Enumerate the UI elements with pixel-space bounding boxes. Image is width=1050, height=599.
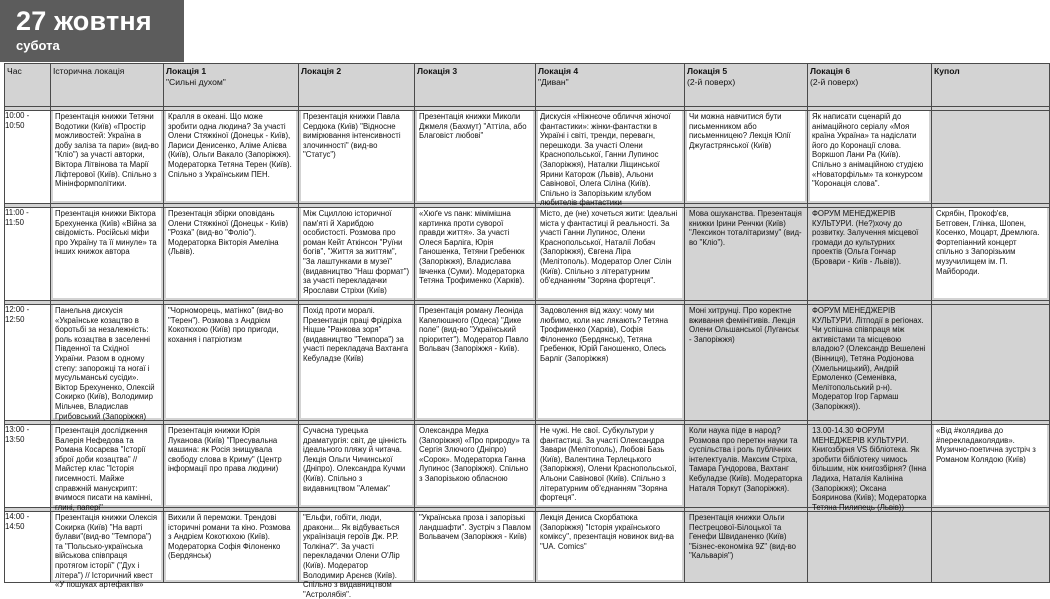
event-cell: Кралля в океані. Що може зробити одна людина? За участі Олени Стяжкіної (Донецьк - Київ), Лариси Денисенко, Аліме Алієва (Київ), Ольги Вакало (Запоріжжя). Модераторка Тетяна Терен (Київ). Спільно з Українським ПЕН.: [164, 111, 299, 204]
event-cell: Презентація роману Леоніда Капелюшного (Одеса) "Дике поле" (вид-во "Український пріоритет"). Модератор Павло Вольвач (Запоріжжя - Київ).: [415, 305, 536, 421]
event-cell: "Ельфи, гобіти, люди, дракони... Як відбувається українізація героїв Дж. Р.Р. Толкіна?". За участі перекладачки Олени О'Лір (Київ). Модератор Володимир Арєнєв (Київ). Спільно з видавництвом "Астролябія".: [299, 512, 415, 583]
schedule-row: [5, 425, 1050, 508]
event-cell: Чи можна навчитися бути письменником або письменницею? Лекція Юлії Джугастрянської (Київ): [685, 111, 808, 204]
empty-cell: [808, 512, 932, 583]
schedule-row: [5, 111, 1050, 204]
schedule-row: [5, 208, 1050, 301]
header-historical: Історична локація: [51, 64, 164, 107]
event-cell: Моні хитрунці. Про коректне вживання фемінітивів. Лекція Олени Ольшанської (Луганськ - Запоріжжя): [685, 305, 808, 421]
event-cell: ФОРУМ МЕНЕДЖЕРІВ КУЛЬТУРИ. Літподії в регіонах. Чи успішна співпраця між активістами та місцевою владою? (Олександр Вешелені (Вінниця), Тетяна Родіонова (Хмельницький), Андрій Ермоленко (Семенівка, Мелітопольський р-н). Модератор Ігор Гармаш (Запоріжжя)).: [808, 305, 932, 421]
event-cell: Лекція Дениса Скорбатюка (Запоріжжя) "Історія українського коміксу", презентація новинок вид-ва "UA. Comics": [536, 512, 685, 583]
header-row: [5, 64, 1050, 107]
event-cell: Вихили й переможи. Трендові історичні романи та кіно. Розмова з Андрієм Кокотюхою (Київ). Модераторка Софія Філоненко (Бердянськ): [164, 512, 299, 583]
event-cell: Презентація дослідження Валерія Нефедова та Романа Косарєва "Історії зброї доби козацтва" // Майстер клас "Історія писемності. Майже справжній манускрипт: вчимося писати на камінні, глині, папері": [51, 425, 164, 508]
event-cell: Дискусія «Ніжнєоче обличчя жіночої фантастики»: жінки-фантастки в Україні і світі, тренди, перевагн, перешкоди. За участі Олени Краснопольської, Ганни Лупинос (Запоріжжя), Наталки Ліщинської Ярини Каторож (Львів), Альони Савінової, Олега Сіліна (Київ). Спільно із Запорізьким клубом любителів фантастики: [536, 111, 685, 204]
date-day: 27 жовтня: [16, 6, 152, 36]
event-cell: «Від #колядива до #перекладаколядив». Музично-поетична зустріч з Романом Колядою (Київ): [932, 425, 1050, 508]
time-slot: 12:00 - 12:50: [5, 305, 51, 421]
event-cell: "Чорноморець, матінко" (вид-во "Терен"). Розмова з Андрієм Кокотюхою (Київ) про пригоди, кохання і патріотизм: [164, 305, 299, 421]
header-location-1: Локація 1 "Сильні духом": [164, 64, 299, 107]
schedule-row: [5, 512, 1050, 583]
header-location-2: Локація 2: [299, 64, 415, 107]
event-cell: Задоволення від жаху: чому ми любимо, коли нас лякають? Тетяна Трофименко (Харків), Софія Філоненко (Бердянськ), Тетяна Гребенюк, Юрій Ганошенко, Олесь Барліг (Запоріжжя): [536, 305, 685, 421]
event-cell: Як написати сценарій до анімаційного серіалу «Моя країна Україна» та надіслати його до Коронації слова. Воркшоп Лани Ра (Київ). Спільно з анімаційною студією «Новаторфільм» та конкурсом "Коронація слова".: [808, 111, 932, 204]
date-header: [0, 0, 184, 62]
time-slot: 14:00 - 14:50: [5, 512, 51, 583]
empty-cell: [932, 305, 1050, 421]
event-cell: Презентація книжки Юрія Луканова (Київ) "Пресувальна машина: як Росія знищувала свободу слова в Криму" (Центр інформації про права людини): [164, 425, 299, 508]
event-cell: "Українська проза і запорізькі ландшафти". Зустріч з Павлом Вольвачем (Запоріжжя - Київ): [415, 512, 536, 583]
time-slot: 10:00 - 10:50: [5, 111, 51, 204]
event-cell: Презентація книжки Павла Сердюка (Київ) "Відносне вимірювання інтенсивності злочинності" (вид-во "Статус"): [299, 111, 415, 204]
empty-cell: [932, 111, 1050, 204]
empty-cell: [932, 512, 1050, 583]
event-cell: Панельна дискусія «Українське козацтво в боротьбі за незалежність: роль козацтва в заселенні Південної та Східної України. Разом в одному степу: запорожці та ногаї і мусульманські сусіди». Віктор Брехуненко, Олексій Сокирко (Київ), Володимир Мільчев, Владислав Грибовський (Запоріжжя): [51, 305, 164, 421]
header-time: Час: [5, 64, 51, 107]
event-cell: Мова ошуканства. Презентація книжки Ірини Ренчки (Київ) "Лексикон тоталітаризму" (вид-во "Кліо").: [685, 208, 808, 301]
header-location-3: Локація 3: [415, 64, 536, 107]
schedule-table: [4, 63, 1050, 599]
event-cell: Презентація книжки Миколи Джмеля (Бахмут) "Аттіла, або Благовіст любові": [415, 111, 536, 204]
event-cell: 13.00-14.30 ФОРУМ МЕНЕДЖЕРІВ КУЛЬТУРИ. Книгозбірня VS бібліотека. Як зробити бібліотеку чимось більшим, ніж книгозбірня? (Інна Ладиха, Наталія Калініна (Запоріжжя); Оксана Бояринова (Київ); Модераторка Тетяна Пилипець (Львів)): [808, 425, 932, 508]
event-cell: Скрябін, Прокоф'єв, Бетговен, Глінка, Шопен, Косенко, Моцарт, Дремлюга. Фортепіанний концерт спільно з Запорізьким музучилищем ім. П. Майбороди.: [932, 208, 1050, 301]
date-weekday: субота: [16, 38, 60, 53]
event-cell: Між Сциллою історичної пам'яті й Харибдою особистості. Розмова про роман Кейт Аткінсон "Руїни богів", "Життя за життям", "За лаштунками в музеї" (видавництво "Наш формат") за участі перекладачки Ярослави Стріхи (Київ): [299, 208, 415, 301]
event-cell: Не чужі. Не свої. Субкультури у фантастиці. За участі Олександра Завари (Мелітополь), Любові Базь (Київ), Валентина Терлецького (Запоріжжя), Олени Краснопольської, Альони Савінової (Київ). Спільно з літературним об'єднанням "Зоряна фортеця".: [536, 425, 685, 508]
schedule-row: [5, 305, 1050, 421]
time-slot: 13:00 - 13:50: [5, 425, 51, 508]
header-location-5: Локація 5 (2-й поверх): [685, 64, 808, 107]
event-cell: Презентація книжки Олексія Сокирка (Київ) "На варті булави"(вид-во "Темпора") та "Польсько-українська військова співпраця протягом історії" ("Дух і літера") // Історичний квест «У пошуках артефактів»: [51, 512, 164, 583]
header-dome: Купол: [932, 64, 1050, 107]
time-slot: 11:00 - 11:50: [5, 208, 51, 301]
event-cell: Презентація книжки Тетяни Водотики (Київ) «Простір можливостей: Україна в добу заліза та пари» (вид-во "Кліо") за участі авторки, Віктора Літвінова та Марії Ліфтерової (Київ). Спільно з Мінінформполітики.: [51, 111, 164, 204]
event-cell: Місто, де (не) хочеться жити: Ідеальні міста у фантастиці й реальності. За участі Ганни Лупинос, Олени Краснопольської, Наталії Лобач (Запоріжжя), Євгена Ліра (Мелітополь). Модератор Олег Сілін (Київ). Спільно з літературним об'єднанням "Зоряна фортеця".: [536, 208, 685, 301]
event-cell: Коли наука піде в народ? Розмова про переткн науки та суспільства і роль публічних інтелектуалів. Максим Стріха, Тамара Гундорова, Вахтанг Кебуладзе (Київ). Модераторка Наталя Торкут (Запоріжжя).: [685, 425, 808, 508]
event-cell: Олександра Медка (Запоріжжя) «Про природу» та Сергія Злючого (Дніпро) «Сорок». Модераторка Ганна Лупинос (Запоріжжя). Спільно з Запорізькою обласною: [415, 425, 536, 508]
header-location-4: Локація 4 "Диван": [536, 64, 685, 107]
header-location-6: Локація 6 (2-й поверх): [808, 64, 932, 107]
event-cell: Презентація книжки Ольги Пестрецової-Білоцької та Генефи Швиданенко (Київ) "Бізнес-економіка 9Z" (вид-во "Кальварія"): [685, 512, 808, 583]
event-cell: Презентація збірки оповідань Олени Стяжкіної (Донецьк - Київ) "Розка" (вид-во "Фоліо"). Модераторка Вікторія Амеліна (Львів).: [164, 208, 299, 301]
event-cell: Презентація книжки Віктора Брехуненка (Київ) «Війна за свідомість. Російські міфи про Україну та її минуле» та інших книжок автора: [51, 208, 164, 301]
event-cell: ФОРУМ МЕНЕДЖЕРІВ КУЛЬТУРИ. (Не?)хочу до розвитку. Залучення місцевої громади до культурних проектів (Ольга Гончар (Бровари - Київ - Львів)).: [808, 208, 932, 301]
event-cell: Сучасна турецька драматургія: світ, де цінність ідеального пляжу й читача. Лекція Ольги Чичинської (Дніпро). Олександра Кучми (Київ). Спільно з видавництвом "Алемак": [299, 425, 415, 508]
event-cell: «Хюґе vs панк: мімімішна картинка проти суворої правди життя». За участі Олеся Барліга, Юрія Ганошенка, Тетяни Гребенюк (Запоріжжя), Владислава Івченка (Суми). Модераторка Тетяна Трофименко (Харків).: [415, 208, 536, 301]
event-cell: Похід проти моралі. Презентація праці Фрідріха Ніцше "Ранкова зоря" (видавництво "Темпора") за участі перекладача Вахтанга Кебуладзе (Київ): [299, 305, 415, 421]
